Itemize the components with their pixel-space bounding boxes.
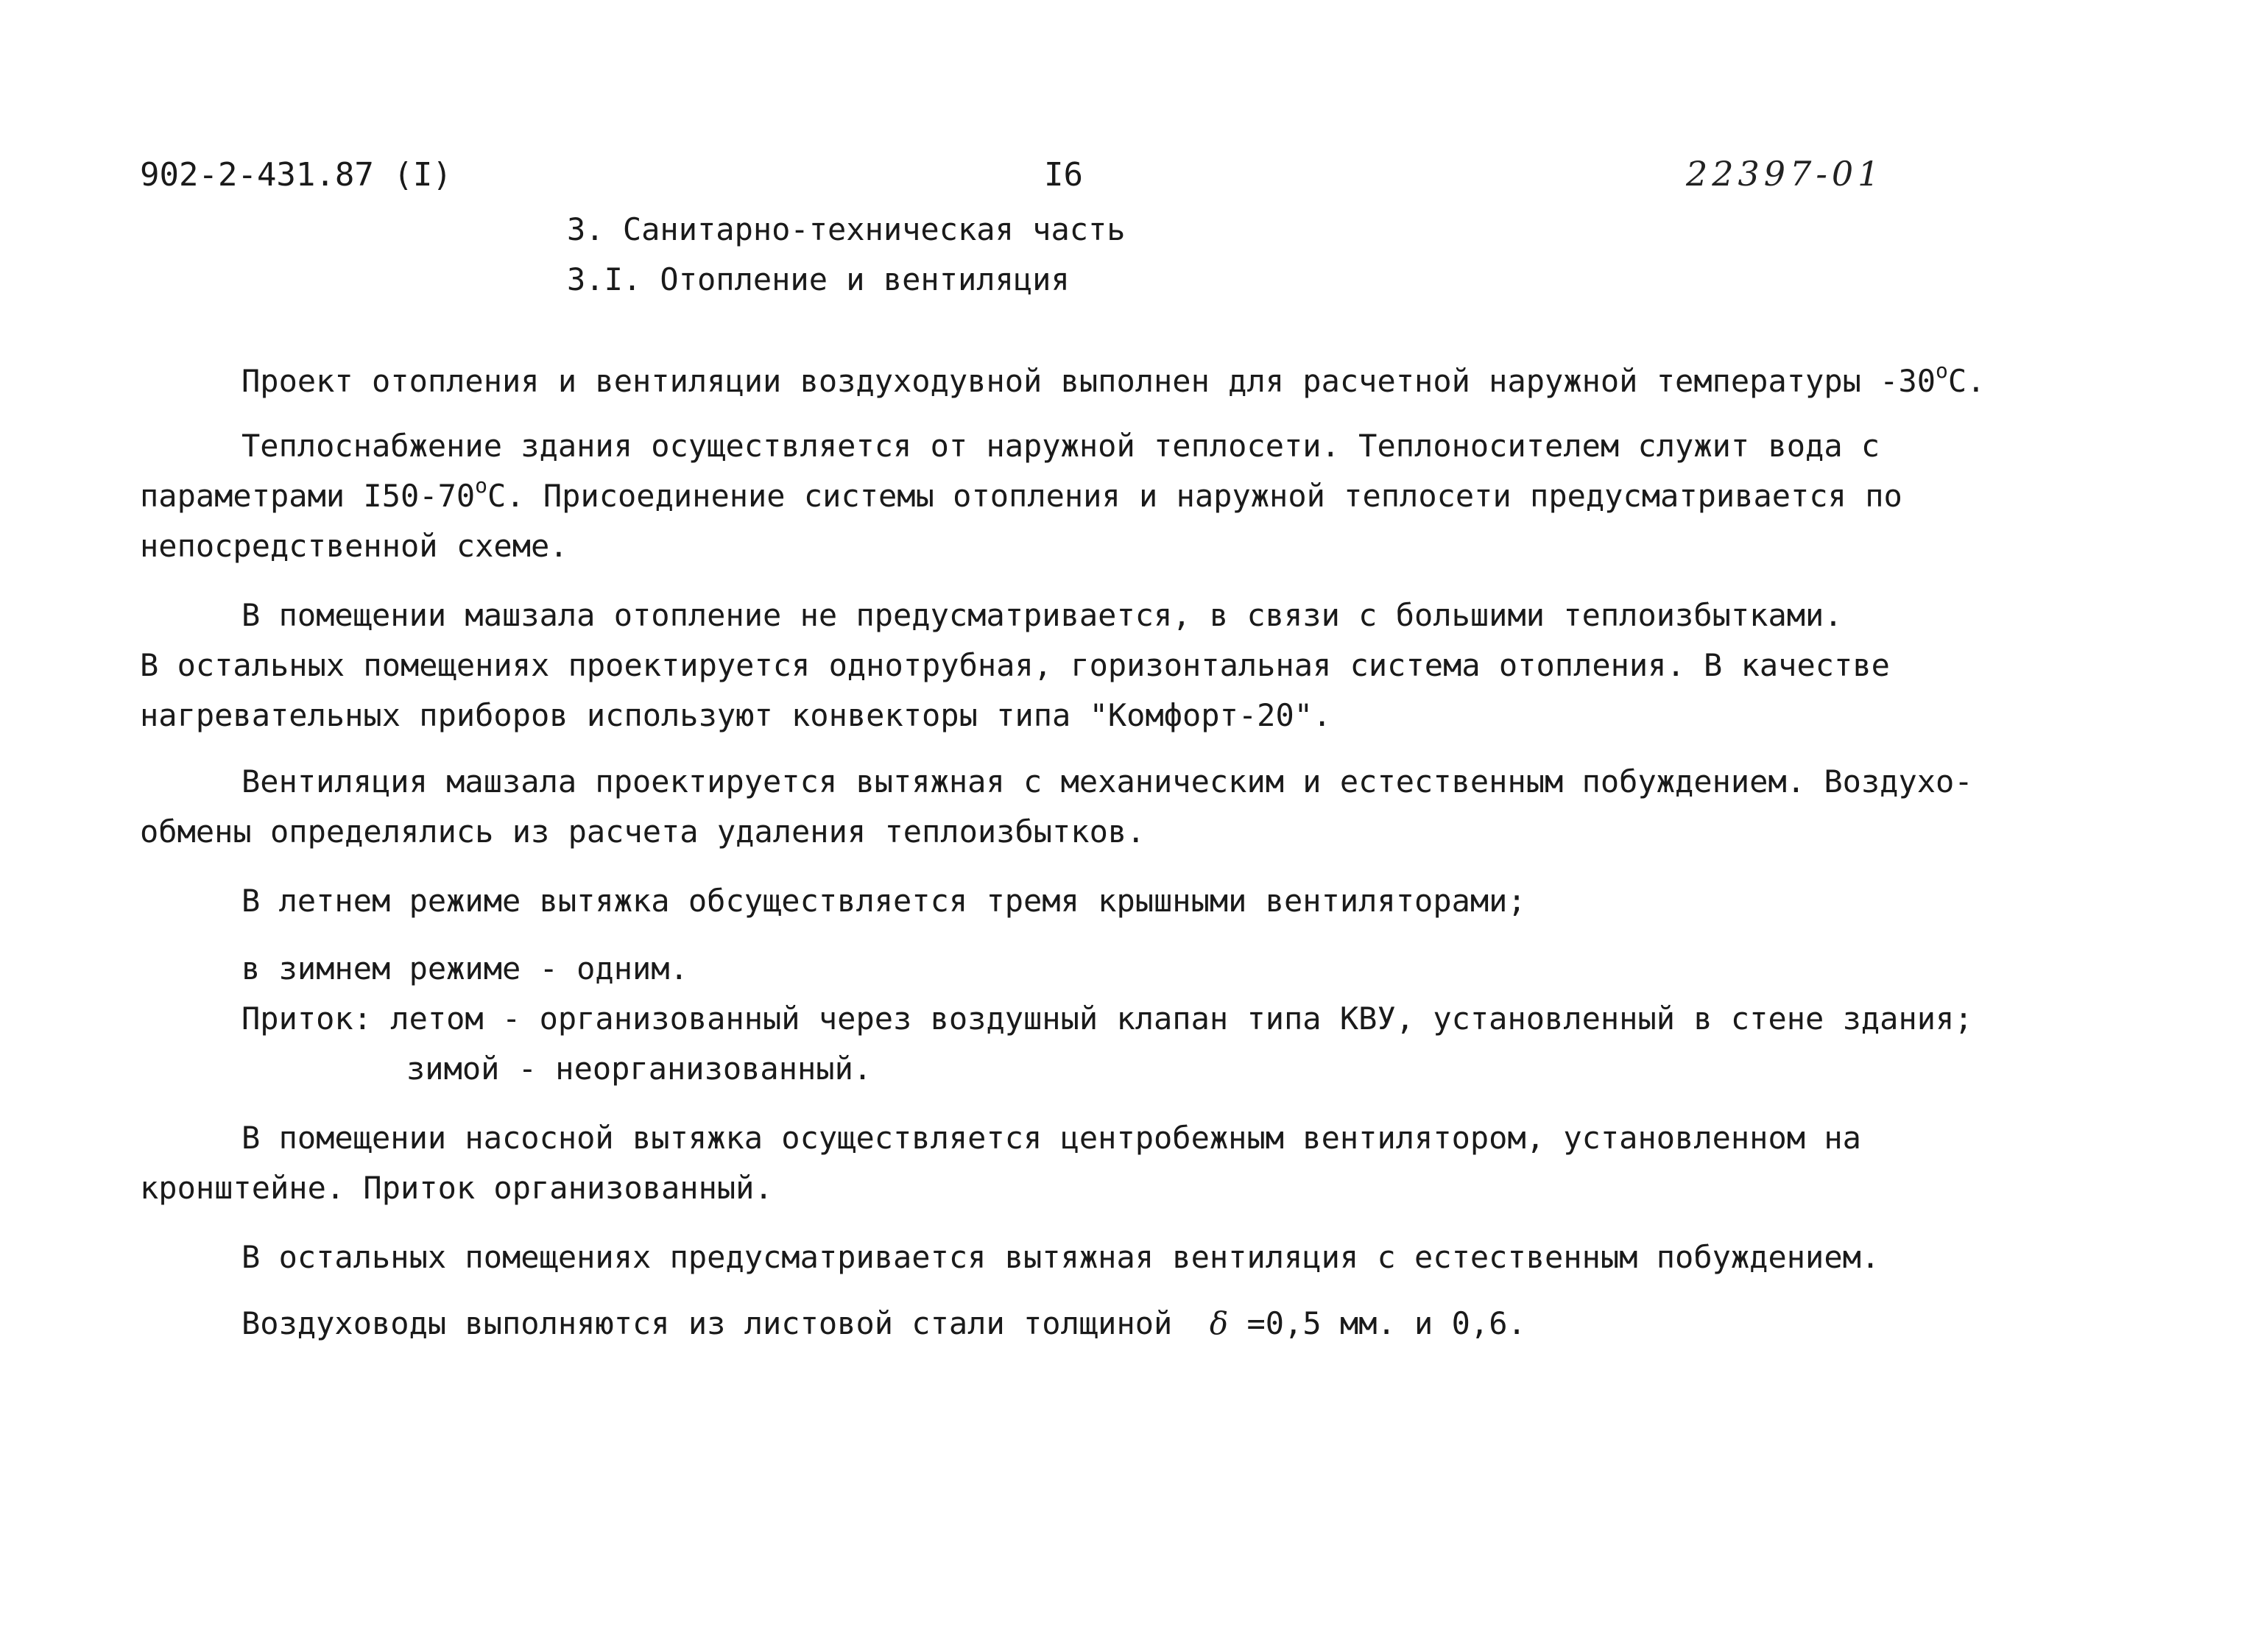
paragraph-pump-room-line-2: кронштейне. Приток организованный. (140, 1170, 773, 1206)
paragraph-heating-line-3: нагревательных приборов используют конвекторы типа "Комфорт-20". (140, 697, 1332, 733)
paragraph-other-rooms: В остальных помещениях предусматривается вытяжная вентиляция с естественным побуждением. (241, 1239, 1880, 1275)
text-run: C. Присоединение системы отопления и наружной теплосети предусматривается по (487, 478, 1902, 514)
paragraph-heating-line-2: В остальных помещениях проектируется однотрубная, горизонтальная система отопления. В качестве (140, 647, 1890, 683)
paragraph-winter-mode: в зимнем режиме - одним. (241, 950, 688, 986)
paragraph-ventilation-line-1: Вентиляция машзала проектируется вытяжная с механическим и естественным побуждением. Воздухо- (241, 763, 1973, 799)
degree-sign: o (1936, 359, 1948, 383)
text-run: C. (1947, 363, 1986, 399)
document-code: 902-2-431.87 (I) (140, 156, 452, 194)
archive-number: 22397-01 (1686, 154, 1884, 194)
delta-symbol: δ (1209, 1305, 1229, 1341)
paragraph-air-ducts (241, 1303, 1526, 1344)
paragraph-inflow-line-2: зимой - неорганизованный. (406, 1051, 872, 1087)
section-subtitle: 3.I. Отопление и вентиляция (567, 261, 1070, 297)
paragraph-pump-room-line-1: В помещении насосной вытяжка осуществляется центробежным вентилятором, установленном на (241, 1120, 1861, 1156)
paragraph-design-temperature (241, 361, 1985, 402)
section-title: 3. Санитарно-техническая часть (567, 211, 1126, 247)
paragraph-heat-supply-line-1: Теплоснабжение здания осуществляется от наружной теплосети. Теплоносителем служит вода с (241, 428, 1880, 464)
paragraph-inflow-line-1: Приток: летом - организованный через воздушный клапан типа КВУ, установленный в стене здания; (241, 1000, 1973, 1037)
page-number: I6 (1044, 156, 1083, 194)
paragraph-summer-mode: В летнем режиме вытяжка обсуществляется тремя крышными вентиляторами; (241, 883, 1526, 919)
paragraph-heat-supply-line-3: непосредственной схеме. (140, 528, 568, 564)
text-run: Воздуховоды выполняются из листовой стали толщиной (241, 1305, 1173, 1341)
text-run: =0,5 мм. и 0,6. (1246, 1305, 1526, 1341)
paragraph-heat-supply-line-2 (140, 473, 1902, 517)
paragraph-ventilation-line-2: обмены определялись из расчета удаления теплоизбытков. (140, 813, 1146, 850)
paragraph-heating-line-1: В помещении машзала отопление не предусматривается, в связи с большими теплоизбытками. (241, 597, 1843, 633)
text-run: Проект отопления и вентиляции воздуходувной выполнен для расчетной наружной температуры -30 (241, 363, 1936, 399)
text-run: параметрами I50-70 (140, 478, 476, 514)
degree-sign: o (475, 473, 488, 498)
